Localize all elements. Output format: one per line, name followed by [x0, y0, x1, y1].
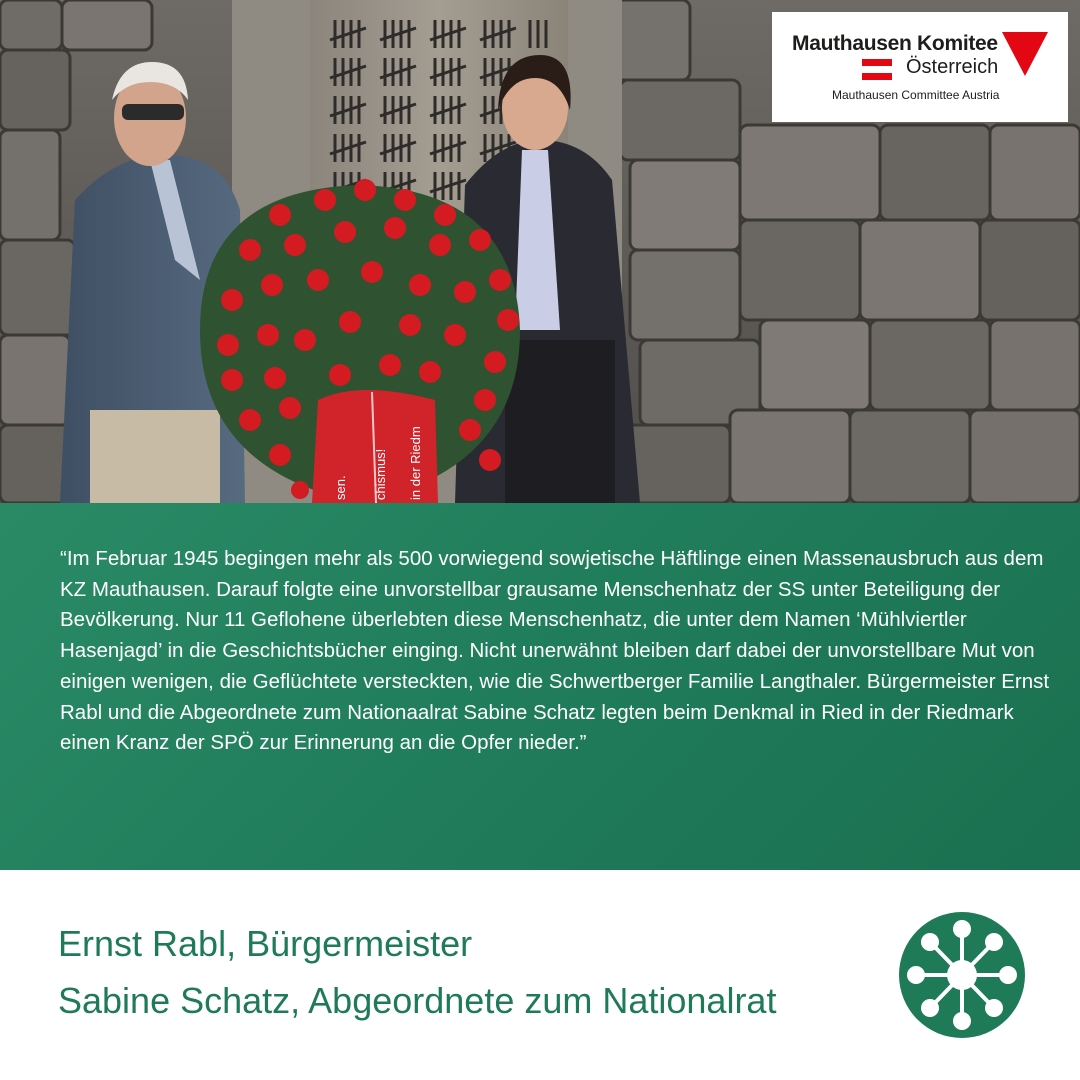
ribbon-text-3: in der Riedm — [408, 426, 423, 500]
logo-title: Mauthausen Komitee — [792, 32, 998, 55]
quote-text: “Im Februar 1945 begingen mehr als 500 vorwiegend sowjetische Häftlinge einen Massenausbruch aus dem KZ Mauthausen. Darauf folgte eine unvorstellbar grausame Menschenhatz der SS unter Beteiligung der Bevölkerung. Nur 11 Geflohene überlebten diese Menschenhatz, die unter dem Namen ‘Mühlviertler Hasenjagd’ in die Geschichtsbücher einging. Nicht unerwähnt bleiben darf dabei der unvorstellbare Mut von einigen wenigen, die Geflüchtete versteckten, wie die Schwertberger Familie Langthaler. Bürgermeister Ernst Rabl und die Abgeordnete zum Nationaalrat Sabine Schatz legten beim Denkmal in Ried in der Riedmark einen Kranz der SPÖ zur Erinnerung an die Opfer nieder.” — [60, 547, 1050, 755]
austria-flag-icon — [862, 59, 892, 80]
mauthausen-komitee-logo[interactable] — [772, 12, 1068, 122]
speaker-line-1: Ernst Rabl, Bürgermeister — [58, 923, 473, 964]
speaker-line-2: Sabine Schatz, Abgeordnete zum Nationalrat — [58, 980, 777, 1021]
logo-country: Österreich — [906, 56, 999, 78]
red-triangle-icon — [1002, 32, 1048, 76]
ribbon-text-1: sen. — [333, 475, 348, 500]
network-icon — [898, 911, 1026, 1039]
memorial-photo — [0, 0, 1080, 503]
logo-subtitle: Mauthausen Committee Austria — [832, 88, 1000, 102]
ribbon-text-2: chismus! — [373, 448, 388, 500]
